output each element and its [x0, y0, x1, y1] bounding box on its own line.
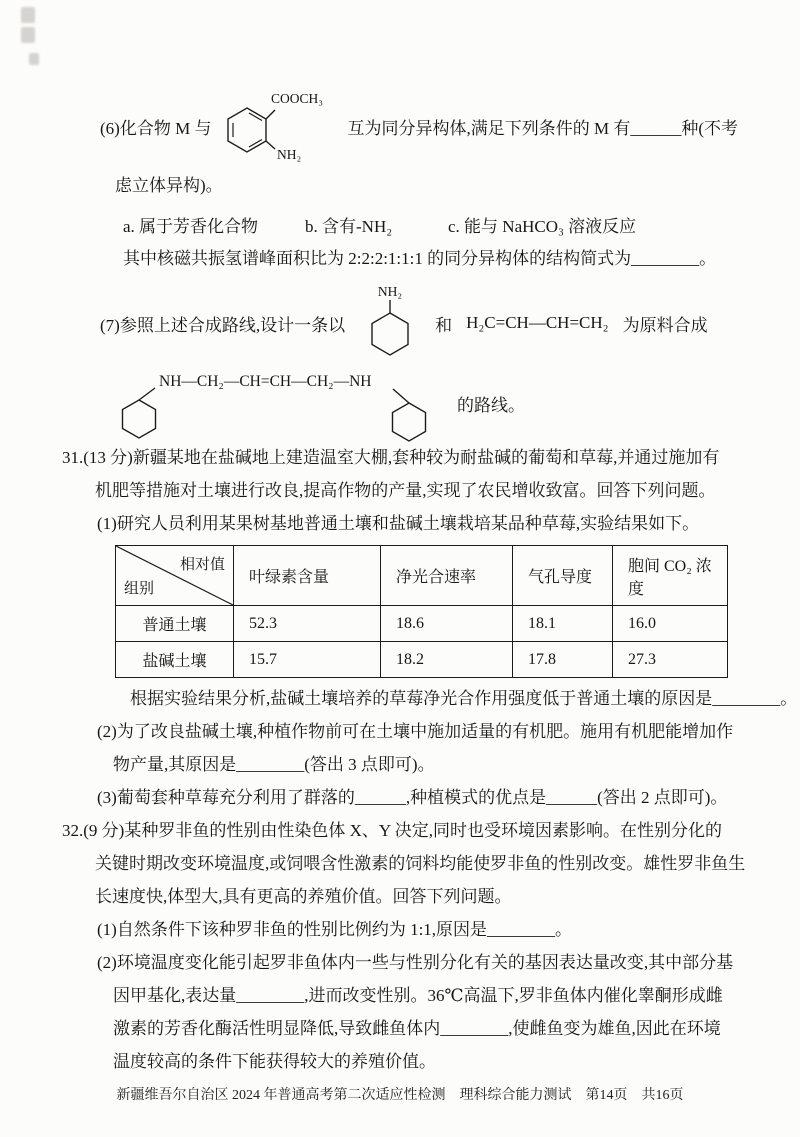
- cyclohexylamine-structure-icon: [353, 283, 427, 363]
- q6-nmr-line: 其中核磁共振氢谱峰面积比为 2:2:2:1:1:1 的同分异构体的结构简式为________。: [123, 249, 717, 268]
- page-footer: 新疆维吾尔自治区 2024 年普通高考第二次适应性检测 理科综合能力测试 第14页 共16页: [116, 1088, 684, 1103]
- q31-p3: (3)葡萄套种草莓充分利用了群落的______,种植模式的优点是______(答出 2 点即可)。: [97, 788, 728, 807]
- row-label: 盐碱土壤: [116, 642, 234, 678]
- q6-text-post: 互为同分异构体,满足下列条件的 M 有______种(不考: [347, 118, 738, 138]
- experiment-results-table: [115, 545, 728, 678]
- q32-p2b: 因甲基化,表达量________,进而改变性别。36℃高温下,罗非鱼体内催化睾酮形成雌: [113, 986, 723, 1005]
- q7-target-row: [113, 358, 525, 448]
- q31-p2a: (2)为了改良盐碱土壤,种植作物前可在土壤中施加适量的有机肥。施用有机肥能增加作: [97, 722, 734, 741]
- cooch3-label: COOCH₃: [271, 91, 324, 106]
- q32-p2c: 激素的芳香化酶活性明显降低,导致雌鱼体内________,使雌鱼变为雄鱼,因此在环境: [113, 1019, 721, 1038]
- q7-line1: [100, 282, 708, 364]
- q6-line1: [100, 85, 738, 167]
- q31-p1: (1)研究人员利用某果树基地普通土壤和盐碱土壤栽培某品种草莓,实验结果如下。: [97, 514, 700, 533]
- q6-option-b: b. 含有-NH₂: [305, 217, 393, 236]
- q31-head2: 机肥等措施对土壤进行改良,提高作物的产量,实现了农民增收致富。回答下列问题。: [95, 481, 716, 500]
- table-corner-cell: [116, 546, 234, 606]
- q7-diene-formula: H₂C=CH—CH=CH₂: [466, 313, 609, 332]
- cell: 16.0: [613, 606, 728, 642]
- cell: 52.3: [234, 606, 381, 642]
- cell: 18.6: [381, 606, 513, 642]
- row-label: 普通土壤: [116, 606, 234, 642]
- col-header: 气孔导度: [513, 546, 613, 606]
- scan-artifact: [21, 7, 35, 23]
- q7-text-post: 为原料合成: [622, 315, 708, 335]
- q6-option-c: c. 能与 NaHCO₃ 溶液反应: [448, 217, 637, 236]
- cell: 18.2: [381, 642, 513, 678]
- benzene-structure-icon: [215, 86, 343, 166]
- scan-artifact: [21, 27, 35, 43]
- q6-text-pre: (6)化合物 M 与: [100, 118, 212, 138]
- col-header: 叶绿素含量: [234, 546, 381, 606]
- cell: 15.7: [234, 642, 381, 678]
- col-header: 胞间 CO₂ 浓度: [613, 546, 728, 606]
- corner-label-bottom: 组别: [124, 581, 155, 597]
- q31-head1: 31.(13 分)新疆某地在盐碱地上建造温室大棚,套种较为耐盐碱的葡萄和草莓,并通过施加有: [62, 448, 720, 467]
- q6-line2: 虑立体异构)。: [115, 176, 223, 195]
- diamine-structure-icon: [113, 359, 443, 447]
- q32-head3: 长速度快,体型大,具有更高的养殖价值。回答下列问题。: [95, 887, 512, 906]
- table-row: [116, 606, 728, 642]
- q32-p2d: 温度较高的条件下能获得较大的养殖价值。: [113, 1052, 436, 1071]
- q32-p2a: (2)环境温度变化能引起罗非鱼体内一些与性别分化有关的基因表达量改变,其中部分基: [97, 953, 734, 972]
- cell: 18.1: [513, 606, 613, 642]
- q7-tail-text: 的路线。: [457, 395, 525, 415]
- nh2-label: NH₂: [277, 147, 302, 162]
- q32-p1: (1)自然条件下该种罗非鱼的性别比例约为 1:1,原因是________。: [97, 920, 573, 939]
- corner-label-top: 相对值: [179, 557, 225, 573]
- q32-head2: 关键时期改变环境温度,或饲喂含性激素的饲料均能使罗非鱼的性别改变。雄性罗非鱼生: [95, 854, 746, 873]
- nh2-label: NH₂: [377, 284, 403, 299]
- q31-p2b: 物产量,其原因是________(答出 3 点即可)。: [113, 755, 435, 774]
- table-row: [116, 642, 728, 678]
- q32-head1: 32.(9 分)某种罗非鱼的性别由性染色体 X、Y 决定,同时也受环境因素影响。在性别分化的: [62, 821, 722, 840]
- scan-artifact: [29, 53, 39, 65]
- q6-option-a: a. 属于芳香化合物: [123, 217, 259, 236]
- cell: 17.8: [513, 642, 613, 678]
- chain-formula: NH—CH₂—CH=CH—CH₂—NH: [159, 373, 372, 390]
- q31-analysis: 根据实验结果分析,盐碱土壤培养的草莓净光合作用强度低于普通土壤的原因是________。: [130, 689, 798, 708]
- cell: 27.3: [613, 642, 728, 678]
- q7-text-pre: (7)参照上述合成路线,设计一条以: [100, 315, 346, 335]
- col-header: 净光合速率: [381, 546, 513, 606]
- q7-text-mid: 和: [435, 315, 453, 335]
